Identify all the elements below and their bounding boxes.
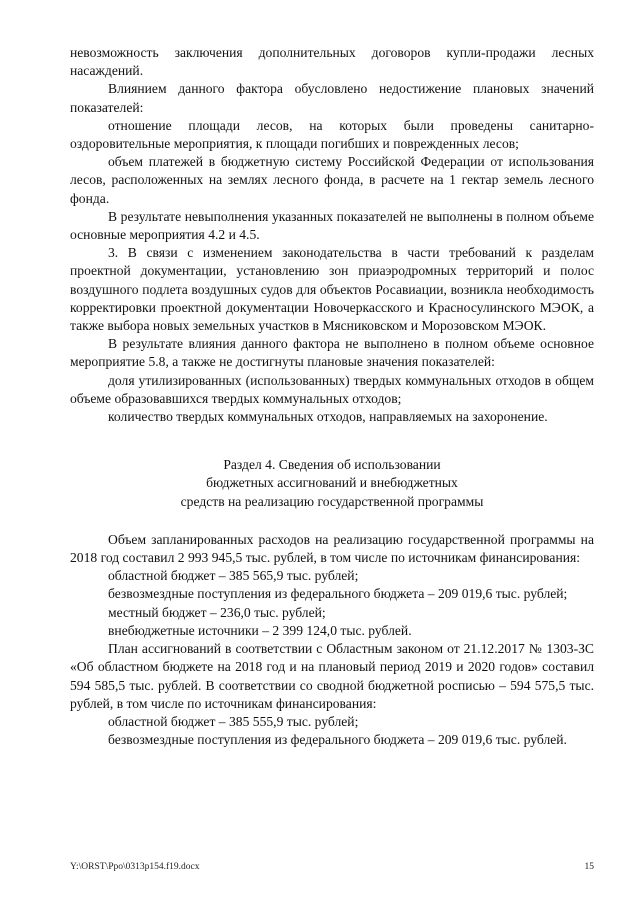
paragraph-planned-expenses: Объем запланированных расходов на реализацию государственной программы на 2018 год составил 2 993 945,5 тыс. рублей, в том числе по источникам финансирования: [70,531,594,566]
footer-file-path: Y:\ORST\Ppo\0313p154.f19.docx [70,862,200,872]
section-heading-line-3: средств на реализацию государственной программы [180,493,484,509]
paragraph-waste-landfill: количество твердых коммунальных отходов, направляемых на захоронение. [108,409,548,425]
section-heading-line-2: бюджетных ассигнований и внебюджетных [206,475,458,491]
paragraph-contract-impossibility: невозможность заключения дополнительных договоров купли-продажи лесных насаждений. [70,45,594,79]
paragraph-federal-transfers-2: безвозмездные поступления из федерального бюджета – 209 019,6 тыс. рублей. [108,732,567,748]
paragraph-extrabudgetary: внебюджетные источники – 2 399 124,0 тыс. рублей. [108,622,412,638]
paragraph-waste-share: доля утилизированных (использованных) твердых коммунальных отходов в общем объеме образовавшихся твердых коммунальных отходов; [70,372,594,406]
paragraph-federal-transfers: безвозмездные поступления из федерального бюджета – 209 019,6 тыс. рублей; [108,586,568,602]
paragraph-budget-payments: объем платежей в бюджетную систему Российской Федерации от использования лесов, расположенных на землях лесного фонда, в расчете на 1 гектар земель лесного фонда. [70,154,594,206]
section-4-heading [70,456,594,511]
paragraph-local-budget: местный бюджет – 236,0 тыс. рублей; [108,604,326,620]
paragraph-allocation-plan: План ассигнований в соответствии с Областным законом от 21.12.2017 № 1303-ЗС «Об областном бюджете на 2018 год и на плановый период 2019 и 2020 годов» составил 594 585,5 тыс. рублей. В соответствии со сводной бюджетной росписью – 594 575,5 тыс. рублей, в том числе по источникам финансирования: [70,641,594,711]
paragraph-sanitary-ratio: отношение площади лесов, на которых были проведены санитарно-оздоровительные мероприятия, к площади погибших и поврежденных лесов; [70,117,594,152]
paragraph-measures-not-done: В результате невыполнения указанных показателей не выполнены в полном объеме основные мероприятия 4.2 и 4.5. [70,208,594,243]
paragraph-factor-influence: Влиянием данного фактора обусловлено недостижение плановых значений показателей: [70,81,594,115]
paragraph-measure-5-8: В результате влияния данного фактора не выполнено в полном объеме основное мероприятие 5.8, а также не достигнуты плановые значения показателей: [70,336,594,370]
paragraph-legislation-change: 3. В связи с изменением законодательства в части требований к разделам проектной документации, установлению зон приаэродромных территорий и полос воздушного подлета воздушных судов для объектов Росавиации, возникла необходимость корректировки проектной документации Новочеркасского и Красносулинского МЭОК, а также выбора новых земельных участков в Мясниковском и Морозовском МЭОК. [70,245,594,334]
paragraph-regional-budget: областной бюджет – 385 565,9 тыс. рублей; [108,568,359,584]
footer-page-number: 15 [584,862,594,872]
paragraph-regional-budget-2: областной бюджет – 385 555,9 тыс. рублей; [108,713,359,729]
section-heading-line-1: Раздел 4. Сведения об использовании [223,457,441,473]
page-body [70,44,594,749]
